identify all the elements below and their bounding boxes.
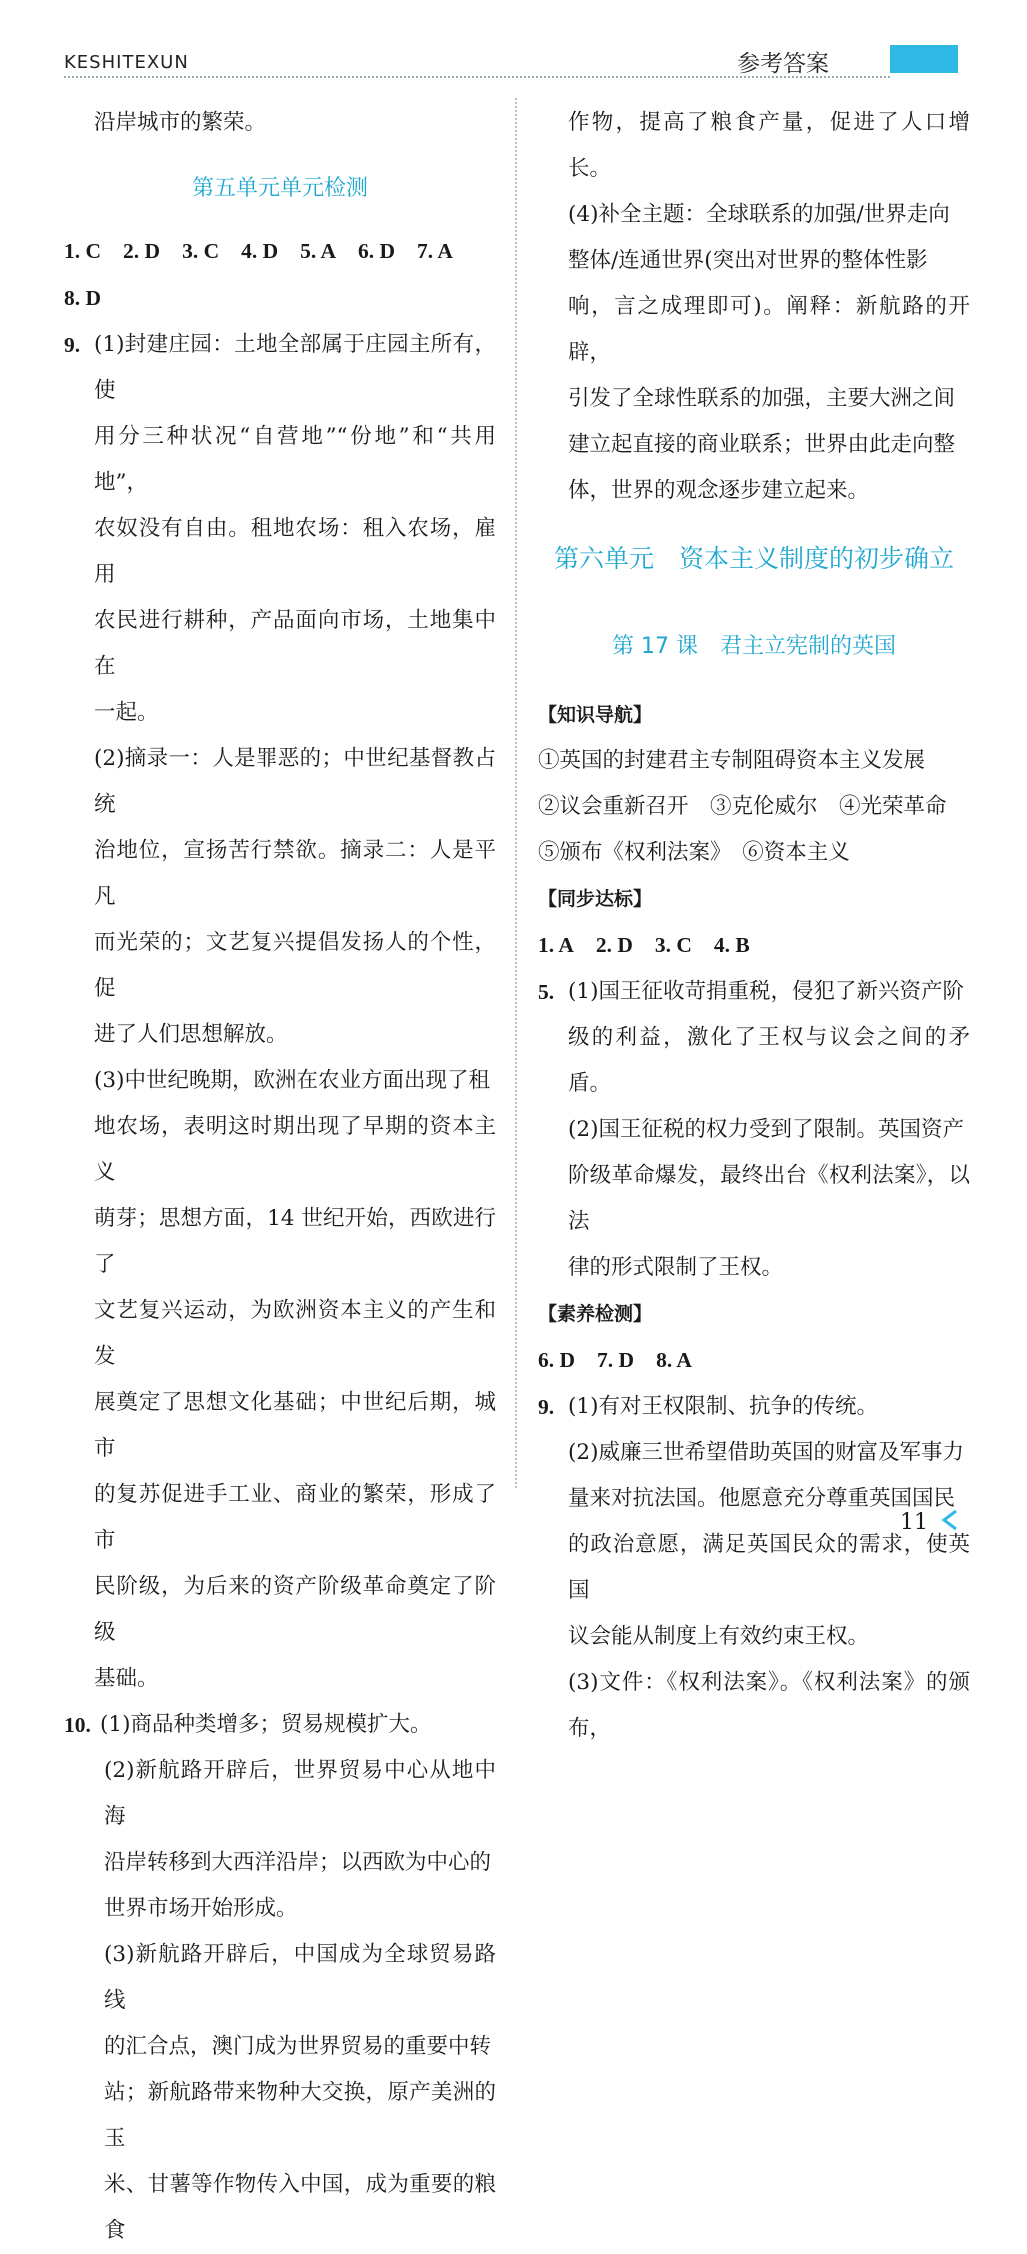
text-line: (1)国王征收苛捐重税，侵犯了新兴资产阶 bbox=[568, 979, 964, 1004]
text-line: 而光荣的；文艺复兴提倡发扬人的个性，促 bbox=[94, 930, 496, 1001]
text-line: 响，言之成理即可)。阐释：新航路的开辟， bbox=[568, 294, 970, 365]
mc-item: 2. D bbox=[123, 239, 161, 263]
text-line: 进了人们思想解放。 bbox=[94, 1022, 288, 1047]
text-line: 萌芽；思想方面，14 世纪开始，西欧进行了 bbox=[94, 1206, 496, 1277]
q9-number: 9. bbox=[64, 333, 81, 357]
rq9-number: 9. bbox=[538, 1395, 555, 1419]
knowledge-item: ②议会重新召开 ③克伦威尔 ④光荣革命 bbox=[538, 794, 947, 819]
right-column bbox=[538, 100, 970, 1752]
text-line: 体，世界的观念逐步建立起来。 bbox=[568, 478, 870, 503]
mc-item: 2. D bbox=[595, 933, 633, 957]
rq9-part1: (1)有对王权限制、抗争的传统。 bbox=[568, 1394, 878, 1419]
text-line: 世界市场开始形成。 bbox=[104, 1896, 298, 1921]
rq9-part3: (3)文件：《权利法案》。《权利法案》的颁布， bbox=[568, 1670, 970, 1741]
text-line: 一起。 bbox=[94, 700, 159, 725]
text-line: (2)威廉三世希望借助英国的财富及军事力 bbox=[568, 1440, 964, 1465]
q9-part1 bbox=[64, 322, 496, 736]
text-line: 文艺复兴运动，为欧洲资本主义的产生和发 bbox=[94, 1298, 496, 1369]
text-line: 阶级革命爆发，最终出台《权利法案》，以法 bbox=[568, 1163, 970, 1234]
text-line: (4)补全主题：全球联系的加强/世界走向 bbox=[568, 202, 950, 227]
text-line: 米、甘薯等作物传入中国，成为重要的粮食 bbox=[104, 2172, 496, 2243]
tag-sync: 【同步达标】 bbox=[538, 888, 653, 910]
mc-item: 3. C bbox=[182, 239, 220, 263]
q9-part3 bbox=[64, 1058, 496, 1702]
q10-part4 bbox=[538, 192, 970, 514]
text-line: (2)摘录一：人是罪恶的；中世纪基督教占统 bbox=[94, 746, 496, 817]
intro-line: 沿岸城市的繁荣。 bbox=[94, 110, 267, 135]
q10-part1: (1)商品种类增多；贸易规模扩大。 bbox=[100, 1712, 432, 1737]
q10-number: 10. bbox=[64, 1713, 91, 1737]
text-line: (2)国王征税的权力受到了限制。英国资产 bbox=[568, 1117, 964, 1142]
text-line: 整体/连通世界(突出对世界的整体性影 bbox=[568, 248, 928, 273]
q10-block bbox=[64, 1702, 496, 2254]
continued-line: 作物，提高了粮食产量，促进了人口增长。 bbox=[568, 110, 970, 181]
text-line: 治地位，宣扬苦行禁欲。摘录二：人是平凡 bbox=[94, 838, 496, 909]
text-line: 农民进行耕种，产品面向市场，土地集中在 bbox=[94, 608, 496, 679]
brand-text: KESHITEXUN bbox=[64, 52, 189, 73]
q10-part2 bbox=[64, 1748, 496, 1932]
unit5-title: 第五单元单元检测 bbox=[191, 176, 368, 201]
q10-part3 bbox=[64, 1932, 496, 2254]
page-number: 11 bbox=[900, 1510, 928, 1535]
text-line: 的汇合点，澳门成为世界贸易的重要中转 bbox=[104, 2034, 492, 2059]
mc-item: 8. D bbox=[64, 286, 102, 310]
column-divider bbox=[515, 98, 517, 1488]
mc-item: 7. D bbox=[597, 1348, 635, 1372]
mc-item: 3. C bbox=[654, 933, 692, 957]
text-line: 民阶级，为后来的资产阶级革命奠定了阶级 bbox=[94, 1574, 496, 1645]
mc-item: 6. D bbox=[357, 239, 395, 263]
q9-block bbox=[64, 322, 496, 1702]
mc-item: 5. A bbox=[300, 239, 336, 263]
text-line: (3)中世纪晚期，欧洲在农业方面出现了租 bbox=[94, 1068, 490, 1093]
text-line: 量来对抗法国。他愿意充分尊重英国国民 bbox=[568, 1486, 956, 1511]
tag-knowledge: 【知识导航】 bbox=[538, 704, 653, 726]
mc-item: 6. D bbox=[538, 1348, 576, 1372]
q5-number: 5. bbox=[538, 980, 555, 1004]
mc-item: 1. C bbox=[64, 239, 102, 263]
knowledge-item: ①英国的封建君主专制阻碍资本主义发展 bbox=[538, 748, 926, 773]
mc-row-2 bbox=[64, 275, 496, 322]
rq9-part2 bbox=[538, 1430, 970, 1660]
text-line: 地农场，表明这时期出现了早期的资本主义 bbox=[94, 1114, 496, 1185]
text-line: (3)新航路开辟后，中国成为全球贸易路线 bbox=[104, 1942, 496, 2013]
q9-part2 bbox=[64, 736, 496, 1058]
text-line: 沿岸转移到大西洋沿岸；以西欧为中心的 bbox=[104, 1850, 492, 1875]
text-line: (1)封建庄园：土地全部属于庄园主所有，使 bbox=[94, 332, 496, 403]
mc-item: 8. A bbox=[656, 1348, 692, 1372]
header-tab-block bbox=[890, 45, 958, 73]
mc-row-1 bbox=[64, 228, 496, 275]
page-header bbox=[0, 0, 1027, 80]
knowledge-list bbox=[538, 738, 970, 876]
rq9-block bbox=[538, 1384, 970, 1752]
left-column bbox=[64, 100, 496, 2254]
text-line: 引发了全球性联系的加强，主要大洲之间 bbox=[568, 386, 956, 411]
q5-part2 bbox=[538, 1107, 970, 1291]
text-line: 议会能从制度上有效约束王权。 bbox=[568, 1624, 870, 1649]
unit6-title: 第六单元 资本主义制度的初步确立 bbox=[553, 544, 954, 573]
section-title: 参考答案 bbox=[737, 51, 829, 77]
q5-block bbox=[538, 969, 970, 1291]
text-line: 农奴没有自由。租地农场：租入农场，雇用 bbox=[94, 516, 496, 587]
q5-part1 bbox=[538, 969, 970, 1107]
text-line: 基础。 bbox=[94, 1666, 159, 1691]
text-line: 的政治意愿，满足英国民众的需求，使英国 bbox=[568, 1532, 970, 1603]
text-line: 律的形式限制了王权。 bbox=[568, 1255, 784, 1280]
tag-quality: 【素养检测】 bbox=[538, 1303, 653, 1325]
text-line: 的复苏促进手工业、商业的繁荣，形成了市 bbox=[94, 1482, 496, 1553]
text-line: 建立起直接的商业联系；世界由此走向整 bbox=[568, 432, 956, 457]
text-line: 展奠定了思想文化基础；中世纪后期，城市 bbox=[94, 1390, 496, 1461]
mc-item: 4. D bbox=[241, 239, 279, 263]
mc-item: 1. A bbox=[538, 933, 574, 957]
text-line: 用分三种状况“自营地”“份地”和“共用地”， bbox=[94, 424, 496, 495]
mc-item: 4. B bbox=[713, 933, 750, 957]
chevron-left-icon bbox=[938, 1508, 962, 1532]
text-line: 级的利益，激化了王权与议会之间的矛盾。 bbox=[568, 1025, 970, 1096]
sync-mc-row bbox=[538, 922, 970, 969]
knowledge-item: ⑤颁布《权利法案》 ⑥资本主义 bbox=[538, 840, 850, 865]
lesson-title: 第 17 课 君主立宪制的英国 bbox=[612, 634, 896, 659]
text-line: (2)新航路开辟后，世界贸易中心从地中海 bbox=[104, 1758, 496, 1829]
mc-item: 7. A bbox=[417, 239, 453, 263]
header-divider bbox=[64, 76, 890, 78]
text-line: 站；新航路带来物种大交换，原产美洲的玉 bbox=[104, 2080, 496, 2151]
quality-mc-row bbox=[538, 1337, 970, 1384]
